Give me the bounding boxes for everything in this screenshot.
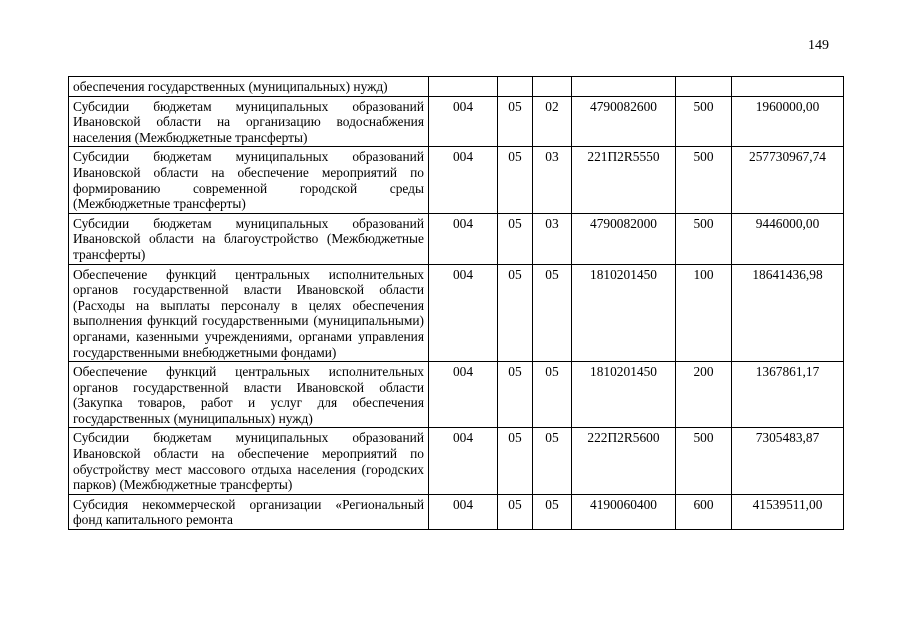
table-body [69,77,844,530]
target-article-cell: 1810201450 [572,362,676,428]
description-cell: Субсидии бюджетам муниципальных образований Ивановской области на благоустройство (Межбюджетные трансферты) [69,213,429,264]
expense-type-cell: 600 [676,494,732,529]
amount-cell: 7305483,87 [732,428,844,494]
ministry-code-cell [429,77,498,97]
ministry-code-cell: 004 [429,362,498,428]
subsection-cell: 02 [533,96,572,147]
amount-cell: 41539511,00 [732,494,844,529]
subsection-cell: 05 [533,362,572,428]
expense-type-cell: 200 [676,362,732,428]
expense-type-cell: 500 [676,213,732,264]
description-cell: Обеспечение функций центральных исполнительных органов государственной власти Ивановской области (Закупка товаров, работ и услуг для обеспечения государственных (муниципальных) нужд) [69,362,429,428]
description-cell: обеспечения государственных (муниципальных) нужд) [69,77,429,97]
table-row [69,96,844,147]
amount-cell: 1960000,00 [732,96,844,147]
table-row [69,77,844,97]
amount-cell: 18641436,98 [732,264,844,362]
section-cell: 05 [498,428,533,494]
budget-table [68,76,844,530]
subsection-cell: 03 [533,213,572,264]
table-row [69,494,844,529]
table-row [69,362,844,428]
expense-type-cell: 100 [676,264,732,362]
description-cell: Субсидии бюджетам муниципальных образований Ивановской области на обеспечение мероприятий по обустройству мест массового отдыха населения (городских парков) (Межбюджетные трансферты) [69,428,429,494]
description-cell: Субсидии бюджетам муниципальных образований Ивановской области на обеспечение мероприятий по формированию современной городской среды (Межбюджетные трансферты) [69,147,429,213]
target-article-cell: 221П2R5550 [572,147,676,213]
table-row [69,147,844,213]
ministry-code-cell: 004 [429,494,498,529]
amount-cell: 9446000,00 [732,213,844,264]
description-cell: Субсидии бюджетам муниципальных образований Ивановской области на организацию водоснабжения населения (Межбюджетные трансферты) [69,96,429,147]
expense-type-cell: 500 [676,428,732,494]
page-number: 149 [808,38,829,53]
amount-cell: 1367861,17 [732,362,844,428]
subsection-cell: 03 [533,147,572,213]
ministry-code-cell: 004 [429,213,498,264]
target-article-cell: 4190060400 [572,494,676,529]
description-cell: Обеспечение функций центральных исполнительных органов государственной власти Ивановской области (Расходы на выплаты персоналу в целях обеспечения выполнения функций государственными (муниципальными) органами, казенными учреждениями, органами управления государственными внебюджетными фондами) [69,264,429,362]
expense-type-cell: 500 [676,96,732,147]
description-cell: Субсидия некоммерческой организации «Региональный фонд капитального ремонта [69,494,429,529]
section-cell: 05 [498,96,533,147]
subsection-cell: 05 [533,264,572,362]
section-cell [498,77,533,97]
ministry-code-cell: 004 [429,96,498,147]
expense-type-cell [676,77,732,97]
section-cell: 05 [498,264,533,362]
table-row [69,213,844,264]
section-cell: 05 [498,213,533,264]
subsection-cell [533,77,572,97]
section-cell: 05 [498,494,533,529]
table-row [69,428,844,494]
amount-cell [732,77,844,97]
amount-cell: 257730967,74 [732,147,844,213]
target-article-cell: 4790082000 [572,213,676,264]
ministry-code-cell: 004 [429,147,498,213]
target-article-cell [572,77,676,97]
expense-type-cell: 500 [676,147,732,213]
section-cell: 05 [498,362,533,428]
ministry-code-cell: 004 [429,428,498,494]
target-article-cell: 222П2R5600 [572,428,676,494]
ministry-code-cell: 004 [429,264,498,362]
subsection-cell: 05 [533,428,572,494]
subsection-cell: 05 [533,494,572,529]
section-cell: 05 [498,147,533,213]
target-article-cell: 1810201450 [572,264,676,362]
table-row [69,264,844,362]
target-article-cell: 4790082600 [572,96,676,147]
